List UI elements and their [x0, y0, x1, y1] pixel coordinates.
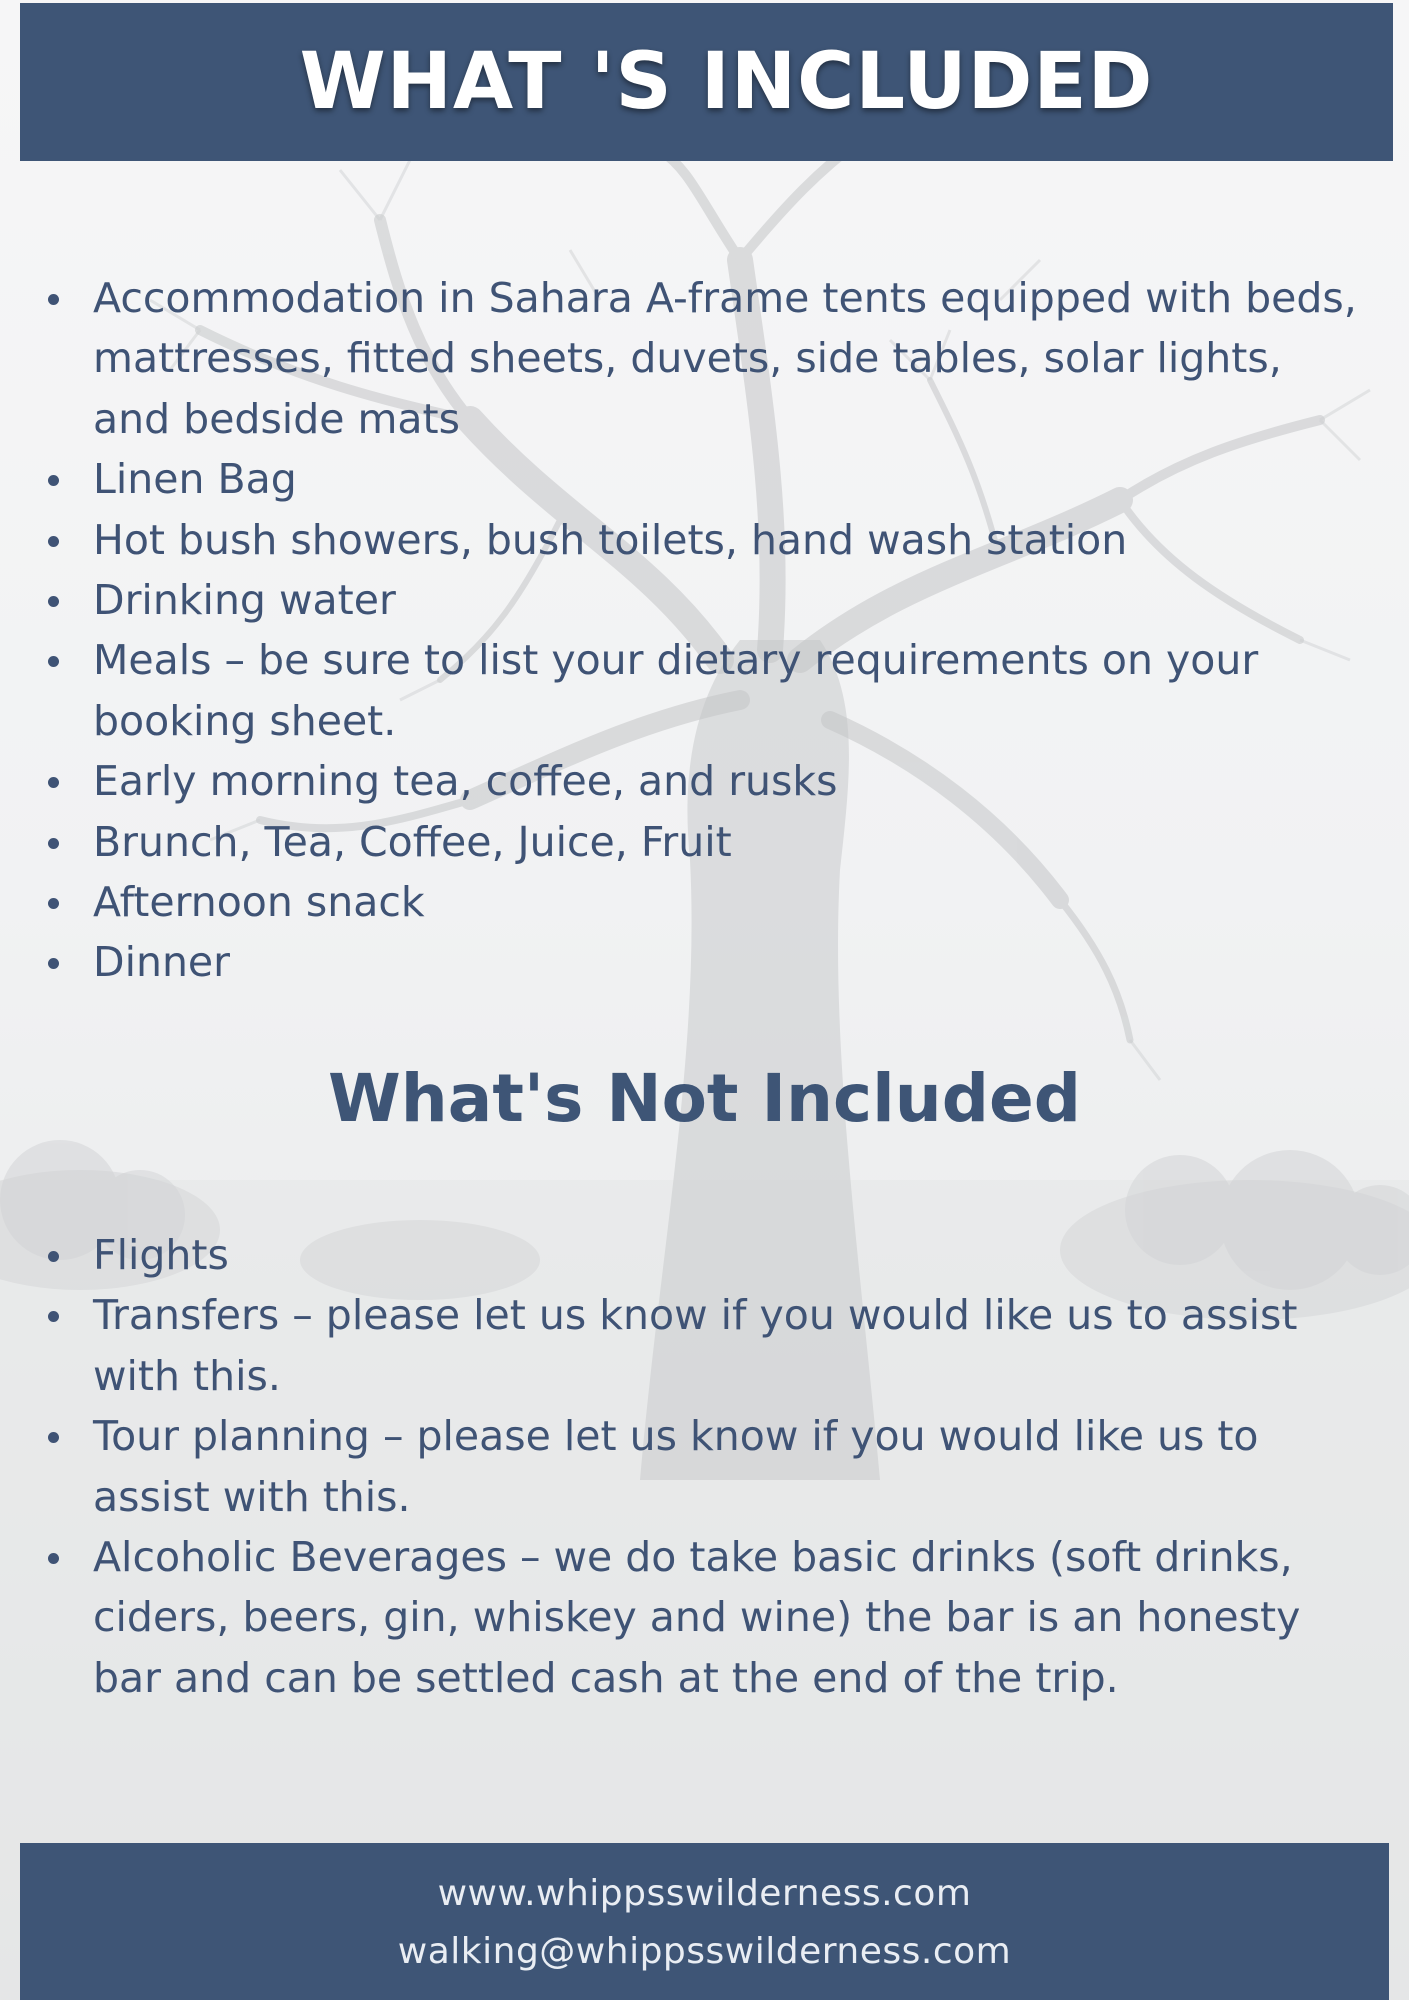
list-item — [40, 1225, 1370, 1285]
bullet-icon — [48, 596, 59, 607]
list-item-text: Drinking water — [93, 576, 396, 625]
list-item-text: Meals – be sure to list your dietary requirements on your booking sheet. — [93, 636, 1259, 745]
not-included-heading: What's Not Included — [328, 1060, 1081, 1137]
bullet-icon — [48, 1251, 59, 1262]
bullet-icon — [48, 536, 59, 547]
footer-banner — [20, 1843, 1389, 2000]
bullet-icon — [48, 958, 59, 969]
page-title: WHAT 'S INCLUDED — [299, 37, 1154, 127]
bullet-icon — [48, 777, 59, 788]
list-item — [40, 1406, 1370, 1527]
bullet-icon — [48, 656, 59, 667]
included-list — [40, 268, 1370, 993]
list-item — [40, 872, 1370, 932]
list-item-text: Brunch, Tea, Coffee, Juice, Fruit — [93, 817, 732, 866]
list-item-text: Tour planning – please let us know if you would like us to assist with this. — [93, 1412, 1259, 1521]
header-banner — [20, 3, 1393, 161]
list-item — [40, 630, 1370, 751]
list-item — [40, 510, 1370, 570]
list-item-text: Hot bush showers, bush toilets, hand wash station — [93, 515, 1128, 564]
list-item — [40, 268, 1370, 449]
bullet-icon — [48, 898, 59, 909]
bullet-icon — [48, 294, 59, 305]
list-item-text: Flights — [93, 1231, 229, 1279]
bullet-icon — [48, 1553, 59, 1564]
list-item — [40, 1285, 1370, 1406]
list-item — [40, 751, 1370, 811]
bullet-icon — [48, 475, 59, 486]
bullet-icon — [48, 1311, 59, 1322]
list-item-text: Afternoon snack — [93, 878, 425, 927]
list-item — [40, 932, 1370, 992]
email-link[interactable]: walking@whippsswilderness.com — [397, 1931, 1012, 1972]
bullet-icon — [48, 1432, 59, 1443]
website-link[interactable]: www.whippsswilderness.com — [437, 1873, 972, 1914]
list-item-text: Accommodation in Sahara A-frame tents equipped with beds, mattresses, fitted sheets, duvets, side tables, solar lights, and bedside mats — [93, 274, 1357, 443]
list-item — [40, 449, 1370, 509]
list-item-text: Linen Bag — [93, 455, 297, 504]
list-item-text: Transfers – please let us know if you would like us to assist with this. — [93, 1291, 1298, 1400]
list-item-text: Dinner — [93, 938, 231, 987]
list-item — [40, 570, 1370, 630]
list-item-text: Early morning tea, coffee, and rusks — [93, 757, 838, 806]
not-included-list — [40, 1225, 1370, 1708]
list-item-text: Alcoholic Beverages – we do take basic drinks (soft drinks, ciders, beers, gin, whiskey and wine) the bar is an honesty bar and can be settled cash at the end of the trip. — [93, 1533, 1301, 1702]
list-item — [40, 812, 1370, 872]
bullet-icon — [48, 838, 59, 849]
list-item — [40, 1527, 1370, 1708]
